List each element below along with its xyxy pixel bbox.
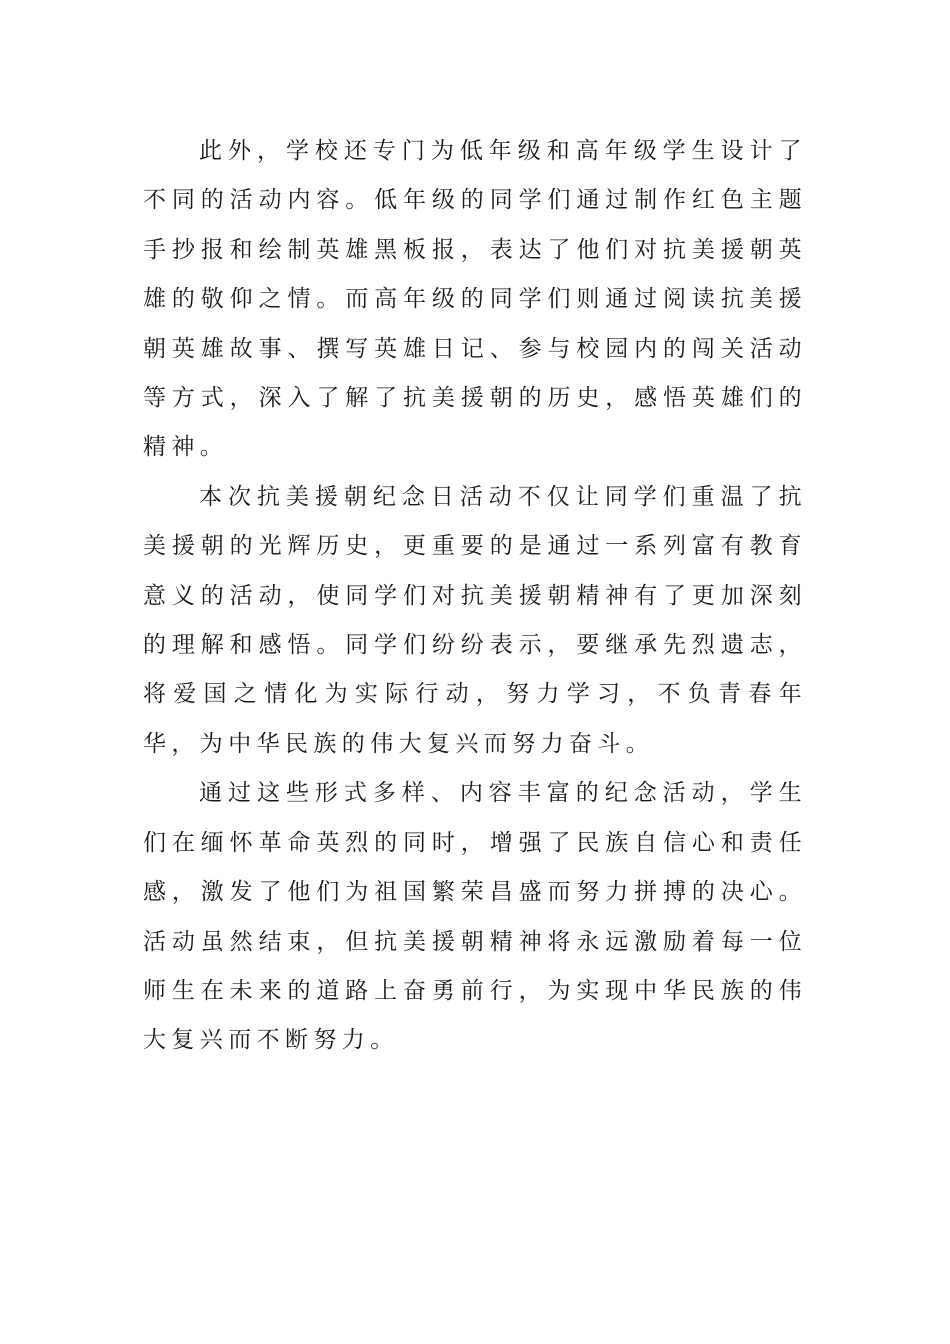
paragraph-3: 通过这些形式多样、内容丰富的纪念活动，学生们在缅怀革命英烈的同时，增强了民族自信心和责任感，激发了他们为祖国繁荣昌盛而努力拼搏的决心。活动虽然结束，但抗美援朝精神将永远激励着每一位师生在未来的道路上奋勇前行，为实现中华民族的伟大复兴而不断努力。 <box>143 780 807 1054</box>
paragraph-1: 此外，学校还专门为低年级和高年级学生设计了不同的活动内容。低年级的同学们通过制作红色主题手抄报和绘制英雄黑板报，表达了他们对抗美援朝英雄的敬仰之情。而高年级的同学们则通过阅读抗美援朝英雄故事、撰写英雄日记、参与校园内的闯关活动等方式，深入了解了抗美援朝的历史，感悟英雄们的精神。 <box>143 138 807 461</box>
document-body <box>143 127 807 1066</box>
paragraph-2: 本次抗美援朝纪念日活动不仅让同学们重温了抗美援朝的光辉历史，更重要的是通过一系列富有教育意义的活动，使同学们对抗美援朝精神有了更加深刻的理解和感悟。同学们纷纷表示，要继承先烈遗志，将爱国之情化为实际行动，努力学习，不负青春年华，为中华民族的伟大复兴而努力奋斗。 <box>143 483 807 757</box>
